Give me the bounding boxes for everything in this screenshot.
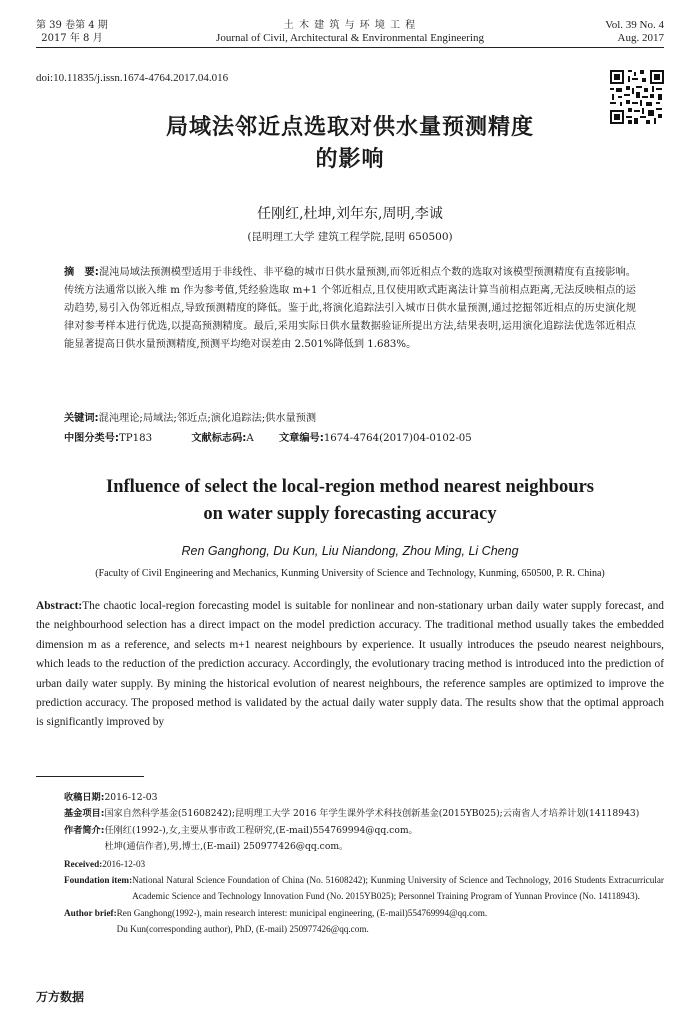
author-cn-line-2: 杜坤(通信作者),男,博士,(E-mail) 250977426@qq.com。 — [104, 841, 349, 853]
author-cn — [64, 823, 664, 856]
title-cn-line-2: 的影响 — [315, 147, 385, 172]
keywords-cn — [64, 410, 636, 428]
received-en-label: Received: — [64, 858, 103, 869]
header-date-cn: 2017 年 8 月 — [41, 33, 103, 44]
abstract-en — [36, 597, 664, 733]
header-volume-cn: 第 39 卷第 4 期 — [36, 20, 108, 31]
keywords-cn-label: 关键词: — [64, 413, 99, 424]
title-en-line-1: Influence of select the local-region method nearest neighbours — [106, 477, 594, 497]
abstract-en-label: Abstract: — [36, 600, 83, 612]
header-volume-en: Vol. 39 No. 4 — [605, 19, 664, 31]
author-en-values — [117, 905, 664, 938]
header-left — [36, 19, 108, 45]
title-en — [36, 474, 664, 528]
header-journal-cn: 土 木 建 筑 与 环 境 工 程 — [283, 20, 417, 31]
affiliation-en: (Faculty of Civil Engineering and Mechanics, Kunming University of Science and Technology, Kunming, 650500, P. R. China) — [95, 568, 605, 579]
fund-cn-label: 基金项目: — [64, 808, 105, 820]
author-en — [64, 905, 664, 938]
abstract-cn-text: 混沌局域法预测模型适用于非线性、非平稳的城市日供水量预测,而邻近相点个数的选取对该模型预测精度有直接影响。传统方法通常以嵌入维 m 作为参考值,凭经验选取 m+1 个邻近相点,且仅使用欧式距离法计算当前相点距离,无法反映相点的运动趋势,易引入伪邻近相点,导致预测精度的降低。鉴于此,将演化追踪法引入城市日供水量预测,通过挖掘邻近相点的历史演化规律对参考样本进行优选,以提高预测精度。最后,采用实际日供水量数据验证所提出方法,结果表明,运用演化追踪法优选邻近相点能显著提高日供水量预测精度,预测平均绝对误差由 2.501%降低到 1.683%。 — [64, 267, 636, 351]
fund-en-label: Foundation item: — [64, 875, 133, 886]
received-cn-value: 2016-12-03 — [104, 792, 158, 803]
author-cn-values — [104, 823, 664, 856]
clc-label: 中图分类号: — [64, 433, 120, 444]
title-en-line-2: on water supply forecasting accuracy — [203, 504, 497, 524]
title-cn — [36, 112, 664, 176]
author-cn-label: 作者简介: — [64, 824, 105, 836]
fund-en — [64, 872, 664, 905]
header-date-en: Aug. 2017 — [617, 32, 664, 44]
doc-code-value: A — [246, 433, 254, 444]
abstract-cn — [64, 264, 636, 354]
footnotes — [64, 790, 664, 938]
received-cn — [64, 790, 664, 806]
fund-en-value: National Natural Science Foundation of China (No. 51608242); Kunming University of Science and Technology, 2016 Students Extracurricular Academic Science and Technology Innovation Fund (No. 2015YB025); Personnel Training Program of Yunnan Province (No. 14118943). — [132, 875, 664, 902]
author-en-line-2: Du Kun(corresponding author), PhD, (E-mail) 250977426@qq.com. — [116, 924, 369, 935]
received-en — [64, 856, 664, 872]
received-en-value: 2016-12-03 — [102, 858, 146, 869]
author-en-line-1: Ren Ganghong(1992-), main research interest: municipal engineering, (E-mail)554769994@qq.com. — [116, 907, 488, 918]
article-no-value: 1674-4764(2017)04-0102-05 — [323, 433, 472, 444]
watermark: 万方数据 — [36, 990, 85, 1004]
abstract-cn-label: 摘 要: — [64, 267, 99, 278]
doc-code-label: 文献标志码: — [191, 433, 247, 444]
classification-cn — [64, 430, 636, 448]
header-center — [150, 19, 550, 45]
title-cn-line-1: 局域法邻近点选取对供水量预测精度 — [165, 115, 534, 140]
footnote-rule — [36, 776, 144, 777]
article-no-label: 文章编号: — [279, 433, 324, 444]
fund-cn-value: 国家自然科学基金(51608242);昆明理工大学 2016 年学生课外学术科技创新基金(2015YB025);云南省人才培养计划(14118943) — [104, 808, 640, 820]
fund-cn — [64, 806, 664, 822]
received-cn-label: 收稿日期: — [64, 792, 105, 803]
header-right — [605, 19, 664, 45]
header-rule — [36, 47, 664, 48]
keywords-cn-text: 混沌理论;局域法;邻近点;演化追踪法;供水量预测 — [98, 413, 317, 424]
author-cn-line-1: 任刚红(1992-),女,主要从事市政工程研究,(E-mail)554769994@qq.com。 — [104, 824, 418, 836]
doi[interactable]: doi:10.11835/j.issn.1674-4764.2017.04.016 — [36, 72, 229, 84]
authors-en: Ren Ganghong, Du Kun, Liu Niandong, Zhou Ming, Li Cheng — [181, 544, 519, 558]
authors-cn: 任刚红,杜坤,刘年东,周明,李诚 — [257, 206, 443, 222]
clc-value: TP183 — [119, 433, 153, 444]
abstract-en-text: The chaotic local-region forecasting model is suitable for nonlinear and non-stationary urban daily water supply forecast, and the neighbourhood selection has a direct impact on the model prediction accuracy. The traditional method usually takes the embedded dimension m as a reference, and selects m+1 nearest neighbours by experience. It usually introduces the pseudo nearest neighbours, which leads to the reduction of the prediction accuracy. Accordingly, the evolutionary tracing method is introduced into the prediction of urban daily water supply. By mining the historical evolution of nearest neighbours, the reference samples are optimized to improve the prediction accuracy. The proposed method is validated by the actual daily water supply data. The results show that the optimal approach is significantly improved by — [36, 600, 664, 729]
affiliation-cn: (昆明理工大学 建筑工程学院,昆明 650500) — [247, 231, 453, 243]
author-en-label: Author brief: — [64, 907, 117, 918]
header-journal-en: Journal of Civil, Architectural & Environmental Engineering — [216, 32, 484, 44]
